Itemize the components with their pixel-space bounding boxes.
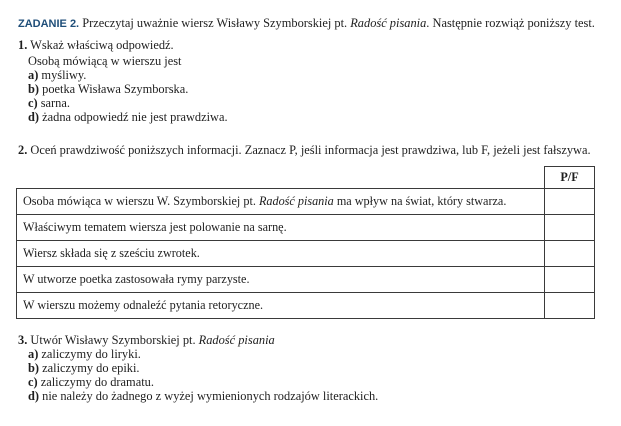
question-1-option-c[interactable] (28, 96, 70, 111)
option-text: poetka Wisława Szymborska. (39, 82, 189, 96)
option-text: żadna odpowiedź nie jest prawdziwa. (39, 110, 228, 124)
pf-header: P/F (545, 167, 595, 189)
answer-cell[interactable] (545, 215, 595, 241)
question-1-title (18, 38, 174, 53)
question-3-option-b[interactable] (28, 361, 140, 376)
question-3-number: 3. (18, 333, 28, 347)
option-text: zaliczymy do liryki. (38, 347, 141, 361)
question-2-number: 2. (18, 143, 28, 157)
task-label: ZADANIE 2. (18, 18, 80, 30)
statement-cell: Właściwym tematem wiersza jest polowanie na sarnę. (17, 215, 545, 241)
question-1-stem: Osobą mówiącą w wierszu jest (28, 54, 182, 68)
question-1-number: 1. (18, 38, 28, 52)
task-instruction-start: Przeczytaj uważnie wiersz Wisławy Szymborskiej pt. (79, 16, 351, 30)
option-letter: b) (28, 361, 40, 375)
statement-text-end: ma wpływ na świat, który stwarza. (333, 194, 507, 208)
question-1-option-b[interactable] (28, 82, 188, 97)
option-text: myśliwy. (38, 68, 87, 82)
statement-text: Osoba mówiąca w wierszu W. Szymborskiej pt. (23, 194, 259, 208)
question-1-option-d[interactable] (28, 110, 228, 125)
option-letter: d) (28, 110, 40, 124)
table-row (17, 293, 595, 319)
option-letter: c) (28, 375, 38, 389)
table-row (17, 267, 595, 293)
answer-cell[interactable] (545, 189, 595, 215)
statement-cell: W wierszu możemy odnaleźć pytania retoryczne. (17, 293, 545, 319)
poem-title: Radość pisania (350, 16, 427, 30)
option-letter: d) (28, 389, 40, 403)
table-header-row (17, 167, 595, 189)
question-2-title (18, 143, 591, 158)
option-letter: b) (28, 82, 40, 96)
table-row (17, 189, 595, 215)
statement-italic: Radość pisania (258, 194, 334, 208)
option-text: nie należy do żadnego z wyżej wymienionych rodzajów literackich. (39, 389, 379, 403)
question-3-poem-title: Radość pisania (198, 333, 275, 347)
question-2-text: Oceń prawdziwość poniższych informacji. Zaznacz P, jeśli informacja jest prawdziwa, lub F, jeżeli jest fałszywa. (27, 143, 591, 157)
question-3-text: Utwór Wisławy Szymborskiej pt. (27, 333, 199, 347)
question-3-title (18, 333, 275, 348)
option-text: zaliczymy do epiki. (39, 361, 140, 375)
answer-cell[interactable] (545, 293, 595, 319)
statement-cell: Wiersz składa się z sześciu zwrotek. (17, 241, 545, 267)
answer-cell[interactable] (545, 241, 595, 267)
question-1-text: Wskaż właściwą odpowiedź. (27, 38, 174, 52)
table-row (17, 241, 595, 267)
table-row (17, 215, 595, 241)
question-3-option-c[interactable] (28, 375, 154, 390)
option-letter: c) (28, 96, 38, 110)
question-3-option-d[interactable] (28, 389, 378, 404)
question-3-option-a[interactable] (28, 347, 141, 362)
statement-cell: W utworze poetka zastosowała rymy parzyste. (17, 267, 545, 293)
task-instruction-end: . Następnie rozwiąż poniższy test. (426, 16, 595, 30)
statement-cell (17, 189, 545, 215)
answer-cell[interactable] (545, 267, 595, 293)
option-text: zaliczymy do dramatu. (37, 375, 154, 389)
statement-header-cell (17, 167, 545, 189)
option-text: sarna. (37, 96, 70, 110)
option-letter: a) (28, 68, 39, 82)
true-false-table (16, 166, 595, 319)
task-header (18, 16, 595, 31)
question-1-option-a[interactable] (28, 68, 86, 83)
option-letter: a) (28, 347, 39, 361)
